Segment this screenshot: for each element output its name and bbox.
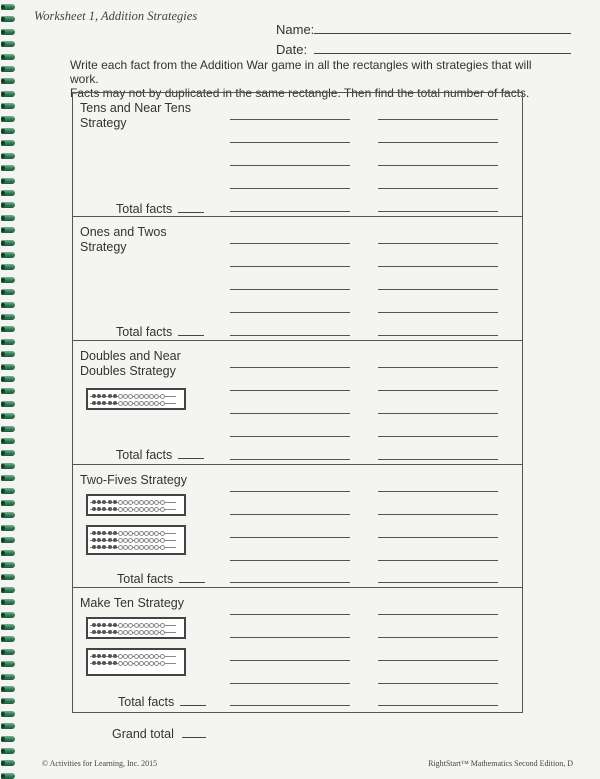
abacus-bead bbox=[154, 545, 159, 550]
abacus-bead bbox=[160, 507, 165, 512]
abacus-bead bbox=[160, 654, 165, 659]
answer-line[interactable] bbox=[378, 637, 498, 638]
spiral-ring bbox=[1, 41, 15, 47]
answer-line[interactable] bbox=[230, 683, 350, 684]
abacus-bead bbox=[128, 507, 133, 512]
total-facts-label: Total facts bbox=[116, 202, 173, 216]
abacus-bead bbox=[108, 630, 112, 634]
spiral-ring bbox=[1, 748, 15, 754]
answer-line[interactable] bbox=[230, 165, 350, 166]
answer-line[interactable] bbox=[378, 188, 498, 189]
abacus-bead bbox=[134, 661, 139, 666]
abacus-bead bbox=[92, 401, 96, 405]
abacus-bead bbox=[113, 531, 117, 535]
total-facts-label: Total facts bbox=[117, 572, 174, 586]
abacus-bead bbox=[128, 630, 133, 635]
spiral-ring bbox=[1, 587, 15, 593]
abacus-bead bbox=[113, 394, 117, 398]
spiral-ring bbox=[1, 190, 15, 196]
abacus-bead bbox=[160, 531, 165, 536]
answer-line[interactable] bbox=[378, 211, 498, 212]
answer-line[interactable] bbox=[378, 683, 498, 684]
abacus-bead bbox=[113, 630, 117, 634]
answer-line[interactable] bbox=[378, 312, 498, 313]
answer-line[interactable] bbox=[378, 165, 498, 166]
abacus-bead bbox=[160, 545, 165, 550]
spiral-ring bbox=[1, 339, 15, 345]
abacus-bead bbox=[128, 661, 133, 666]
spiral-ring bbox=[1, 500, 15, 506]
spiral-ring bbox=[1, 66, 15, 72]
abacus-bead bbox=[134, 531, 139, 536]
spiral-ring bbox=[1, 599, 15, 605]
abacus-bead bbox=[113, 500, 117, 504]
answer-line[interactable] bbox=[230, 142, 350, 143]
abacus-bead bbox=[160, 538, 165, 543]
answer-line[interactable] bbox=[230, 119, 350, 120]
spiral-ring bbox=[1, 178, 15, 184]
spiral-ring bbox=[1, 550, 15, 556]
spiral-ring bbox=[1, 636, 15, 642]
abacus-bead bbox=[154, 661, 159, 666]
answer-line[interactable] bbox=[230, 266, 350, 267]
abacus-bead bbox=[113, 623, 117, 627]
abacus-bead bbox=[97, 531, 101, 535]
abacus-bead bbox=[134, 401, 139, 406]
abacus-icon bbox=[86, 388, 186, 410]
abacus-bead bbox=[134, 538, 139, 543]
spiral-ring bbox=[1, 562, 15, 568]
spiral-ring bbox=[1, 450, 15, 456]
spiral-ring bbox=[1, 773, 15, 779]
spiral-ring bbox=[1, 364, 15, 370]
abacus-bead bbox=[160, 500, 165, 505]
answer-line[interactable] bbox=[230, 660, 350, 661]
spiral-ring bbox=[1, 202, 15, 208]
abacus-bead bbox=[102, 630, 106, 634]
spiral-ring bbox=[1, 438, 15, 444]
instructions-line-1: Write each fact from the Addition War game in all the rectangles with strategies that will work. bbox=[70, 58, 532, 86]
answer-line[interactable] bbox=[378, 514, 498, 515]
abacus-bead bbox=[134, 507, 139, 512]
abacus-bead bbox=[160, 394, 165, 399]
abacus-bead bbox=[92, 538, 96, 542]
answer-line[interactable] bbox=[230, 188, 350, 189]
section-tens-near-tens bbox=[72, 92, 523, 216]
answer-line[interactable] bbox=[378, 243, 498, 244]
section-title: Tens and Near Tens Strategy bbox=[80, 101, 191, 130]
edition-note: RightStart™ Mathematics Second Edition, D bbox=[428, 759, 573, 768]
spiral-ring bbox=[1, 326, 15, 332]
spiral-ring bbox=[1, 54, 15, 60]
answer-line[interactable] bbox=[230, 705, 350, 706]
answer-line[interactable] bbox=[230, 243, 350, 244]
abacus-bead bbox=[154, 538, 159, 543]
abacus-bead bbox=[97, 401, 101, 405]
abacus-bead bbox=[92, 661, 96, 665]
abacus-bead bbox=[97, 394, 101, 398]
spiral-ring bbox=[1, 612, 15, 618]
abacus-bead bbox=[97, 630, 101, 634]
spiral-ring bbox=[1, 525, 15, 531]
grand-total bbox=[112, 727, 206, 741]
spiral-ring bbox=[1, 512, 15, 518]
spiral-ring bbox=[1, 661, 15, 667]
spiral-ring bbox=[1, 463, 15, 469]
instructions-line-2: Facts may not by duplicated in the same rectangle. Then find the total number of facts. bbox=[70, 86, 530, 100]
spiral-ring bbox=[1, 215, 15, 221]
spiral-ring bbox=[1, 140, 15, 146]
abacus-bead bbox=[108, 661, 112, 665]
abacus-bead bbox=[113, 654, 117, 658]
abacus-bead bbox=[92, 531, 96, 535]
abacus-bead bbox=[113, 661, 117, 665]
total-facts-blank[interactable] bbox=[178, 212, 204, 213]
answer-line[interactable] bbox=[378, 537, 498, 538]
spiral-ring bbox=[1, 264, 15, 270]
spiral-ring bbox=[1, 736, 15, 742]
abacus-bead bbox=[154, 630, 159, 635]
spiral-ring bbox=[1, 302, 15, 308]
abacus-icon bbox=[86, 648, 186, 676]
abacus-bead bbox=[97, 538, 101, 542]
abacus-bead bbox=[160, 661, 165, 666]
spiral-ring bbox=[1, 624, 15, 630]
abacus-bead bbox=[160, 401, 165, 406]
section-ones-twos bbox=[72, 216, 523, 340]
abacus-bead bbox=[128, 538, 133, 543]
abacus-bead bbox=[154, 507, 159, 512]
abacus-bead bbox=[108, 654, 112, 658]
abacus-bead bbox=[160, 623, 165, 628]
abacus-bead bbox=[97, 500, 101, 504]
answer-line[interactable] bbox=[230, 637, 350, 638]
spiral-ring bbox=[1, 537, 15, 543]
abacus-bead bbox=[134, 394, 139, 399]
spiral-ring bbox=[1, 388, 15, 394]
spiral-ring bbox=[1, 426, 15, 432]
total-facts bbox=[118, 695, 206, 709]
section-two-fives bbox=[72, 464, 523, 587]
abacus-bead bbox=[108, 623, 112, 627]
spiral-binding bbox=[0, 0, 20, 779]
answer-line[interactable] bbox=[378, 413, 498, 414]
spiral-ring bbox=[1, 574, 15, 580]
spiral-ring bbox=[1, 252, 15, 258]
answer-line[interactable] bbox=[230, 614, 350, 615]
section-title: Ones and Twos Strategy bbox=[80, 225, 167, 254]
section-title: Two-Fives Strategy bbox=[80, 473, 187, 487]
abacus-icon bbox=[86, 525, 186, 555]
spiral-ring bbox=[1, 153, 15, 159]
answer-line[interactable] bbox=[230, 367, 350, 368]
spiral-ring bbox=[1, 91, 15, 97]
abacus-bead bbox=[102, 394, 106, 398]
answer-line[interactable] bbox=[230, 459, 350, 460]
answer-line[interactable] bbox=[230, 491, 350, 492]
spiral-ring bbox=[1, 674, 15, 680]
answer-line[interactable] bbox=[378, 266, 498, 267]
abacus-bead bbox=[92, 394, 96, 398]
spiral-ring bbox=[1, 686, 15, 692]
answer-line[interactable] bbox=[378, 660, 498, 661]
spiral-ring bbox=[1, 277, 15, 283]
total-facts bbox=[116, 325, 204, 339]
abacus-bead bbox=[134, 654, 139, 659]
answer-line[interactable] bbox=[378, 491, 498, 492]
answer-line[interactable] bbox=[378, 705, 498, 706]
abacus-bead bbox=[128, 623, 133, 628]
abacus-bead bbox=[108, 538, 112, 542]
abacus-icon bbox=[86, 494, 186, 516]
grand-total-blank[interactable] bbox=[182, 737, 206, 738]
total-facts-label: Total facts bbox=[116, 448, 173, 462]
abacus-bead bbox=[134, 630, 139, 635]
total-facts-blank[interactable] bbox=[180, 705, 206, 706]
abacus-icon bbox=[86, 617, 186, 639]
answer-line[interactable] bbox=[378, 560, 498, 561]
total-facts bbox=[116, 448, 204, 462]
answer-line[interactable] bbox=[378, 436, 498, 437]
spiral-ring bbox=[1, 376, 15, 382]
abacus-bead bbox=[128, 401, 133, 406]
total-facts bbox=[116, 202, 204, 216]
abacus-bead bbox=[128, 500, 133, 505]
answer-line[interactable] bbox=[230, 289, 350, 290]
abacus-bead bbox=[92, 630, 96, 634]
name-label: Name: bbox=[276, 22, 315, 37]
section-title: Doubles and Near Doubles Strategy bbox=[80, 349, 181, 378]
spiral-ring bbox=[1, 475, 15, 481]
abacus-bead bbox=[108, 401, 112, 405]
spiral-ring bbox=[1, 698, 15, 704]
spiral-ring bbox=[1, 401, 15, 407]
abacus-bead bbox=[113, 538, 117, 542]
answer-line[interactable] bbox=[230, 390, 350, 391]
abacus-bead bbox=[97, 661, 101, 665]
answer-line[interactable] bbox=[230, 312, 350, 313]
spiral-ring bbox=[1, 760, 15, 766]
abacus-bead bbox=[128, 545, 133, 550]
abacus-bead bbox=[113, 545, 117, 549]
abacus-bead bbox=[92, 545, 96, 549]
spiral-ring bbox=[1, 16, 15, 22]
total-facts bbox=[117, 572, 205, 586]
abacus-bead bbox=[102, 538, 106, 542]
abacus-bead bbox=[113, 401, 117, 405]
answer-line[interactable] bbox=[378, 142, 498, 143]
abacus-bead bbox=[154, 654, 159, 659]
spiral-ring bbox=[1, 4, 15, 10]
spiral-ring bbox=[1, 711, 15, 717]
copyright: © Activities for Learning, Inc. 2015 bbox=[42, 759, 158, 768]
answer-line[interactable] bbox=[230, 413, 350, 414]
abacus-bead bbox=[92, 500, 96, 504]
answer-line[interactable] bbox=[378, 459, 498, 460]
spiral-ring bbox=[1, 78, 15, 84]
abacus-bead bbox=[108, 507, 112, 511]
abacus-bead bbox=[102, 623, 106, 627]
spiral-ring bbox=[1, 488, 15, 494]
answer-line[interactable] bbox=[378, 289, 498, 290]
answer-line[interactable] bbox=[378, 390, 498, 391]
answer-line[interactable] bbox=[230, 514, 350, 515]
spiral-ring bbox=[1, 289, 15, 295]
abacus-bead bbox=[92, 507, 96, 511]
total-facts-label: Total facts bbox=[118, 695, 175, 709]
date-field bbox=[276, 42, 307, 57]
abacus-bead bbox=[92, 623, 96, 627]
abacus-bead bbox=[97, 545, 101, 549]
answer-line[interactable] bbox=[378, 582, 498, 583]
answer-line[interactable] bbox=[230, 582, 350, 583]
abacus-bead bbox=[92, 654, 96, 658]
abacus-bead bbox=[128, 531, 133, 536]
spiral-ring bbox=[1, 128, 15, 134]
abacus-bead bbox=[97, 507, 101, 511]
answer-line[interactable] bbox=[230, 335, 350, 336]
answer-line[interactable] bbox=[378, 335, 498, 336]
section-make-ten bbox=[72, 587, 523, 713]
abacus-bead bbox=[102, 507, 106, 511]
abacus-bead bbox=[154, 394, 159, 399]
answer-line[interactable] bbox=[230, 436, 350, 437]
abacus-bead bbox=[108, 545, 112, 549]
answer-line[interactable] bbox=[378, 119, 498, 120]
grand-total-label: Grand total bbox=[112, 727, 174, 741]
abacus-bead bbox=[108, 394, 112, 398]
spiral-ring bbox=[1, 413, 15, 419]
answer-line[interactable] bbox=[378, 367, 498, 368]
abacus-bead bbox=[102, 654, 106, 658]
abacus-bead bbox=[97, 654, 101, 658]
date-label: Date: bbox=[276, 42, 308, 57]
spiral-ring bbox=[1, 723, 15, 729]
spiral-ring bbox=[1, 649, 15, 655]
answer-line[interactable] bbox=[378, 614, 498, 615]
answer-line[interactable] bbox=[230, 560, 350, 561]
spiral-ring bbox=[1, 314, 15, 320]
abacus-bead bbox=[128, 654, 133, 659]
abacus-bead bbox=[102, 531, 106, 535]
abacus-bead bbox=[102, 401, 106, 405]
section-doubles-near-doubles bbox=[72, 340, 523, 464]
abacus-bead bbox=[102, 500, 106, 504]
abacus-bead bbox=[97, 623, 101, 627]
abacus-bead bbox=[160, 630, 165, 635]
abacus-bead bbox=[102, 661, 106, 665]
spiral-ring bbox=[1, 227, 15, 233]
abacus-bead bbox=[134, 623, 139, 628]
abacus-bead bbox=[154, 401, 159, 406]
section-title: Make Ten Strategy bbox=[80, 596, 184, 610]
abacus-bead bbox=[134, 500, 139, 505]
abacus-bead bbox=[154, 500, 159, 505]
total-facts-blank[interactable] bbox=[178, 335, 204, 336]
total-facts-blank[interactable] bbox=[178, 458, 204, 459]
spiral-ring bbox=[1, 29, 15, 35]
abacus-bead bbox=[154, 623, 159, 628]
spiral-ring bbox=[1, 165, 15, 171]
abacus-bead bbox=[108, 531, 112, 535]
spiral-ring bbox=[1, 351, 15, 357]
abacus-bead bbox=[154, 531, 159, 536]
abacus-bead bbox=[128, 394, 133, 399]
total-facts-label: Total facts bbox=[116, 325, 173, 339]
answer-line[interactable] bbox=[230, 537, 350, 538]
name-field bbox=[276, 22, 314, 37]
abacus-bead bbox=[134, 545, 139, 550]
abacus-bead bbox=[108, 500, 112, 504]
spiral-ring bbox=[1, 240, 15, 246]
spiral-ring bbox=[1, 116, 15, 122]
abacus-bead bbox=[113, 507, 117, 511]
spiral-ring bbox=[1, 103, 15, 109]
total-facts-blank[interactable] bbox=[179, 582, 205, 583]
answer-line[interactable] bbox=[230, 211, 350, 212]
worksheet-title: Worksheet 1, Addition Strategies bbox=[34, 9, 198, 23]
abacus-bead bbox=[102, 545, 106, 549]
